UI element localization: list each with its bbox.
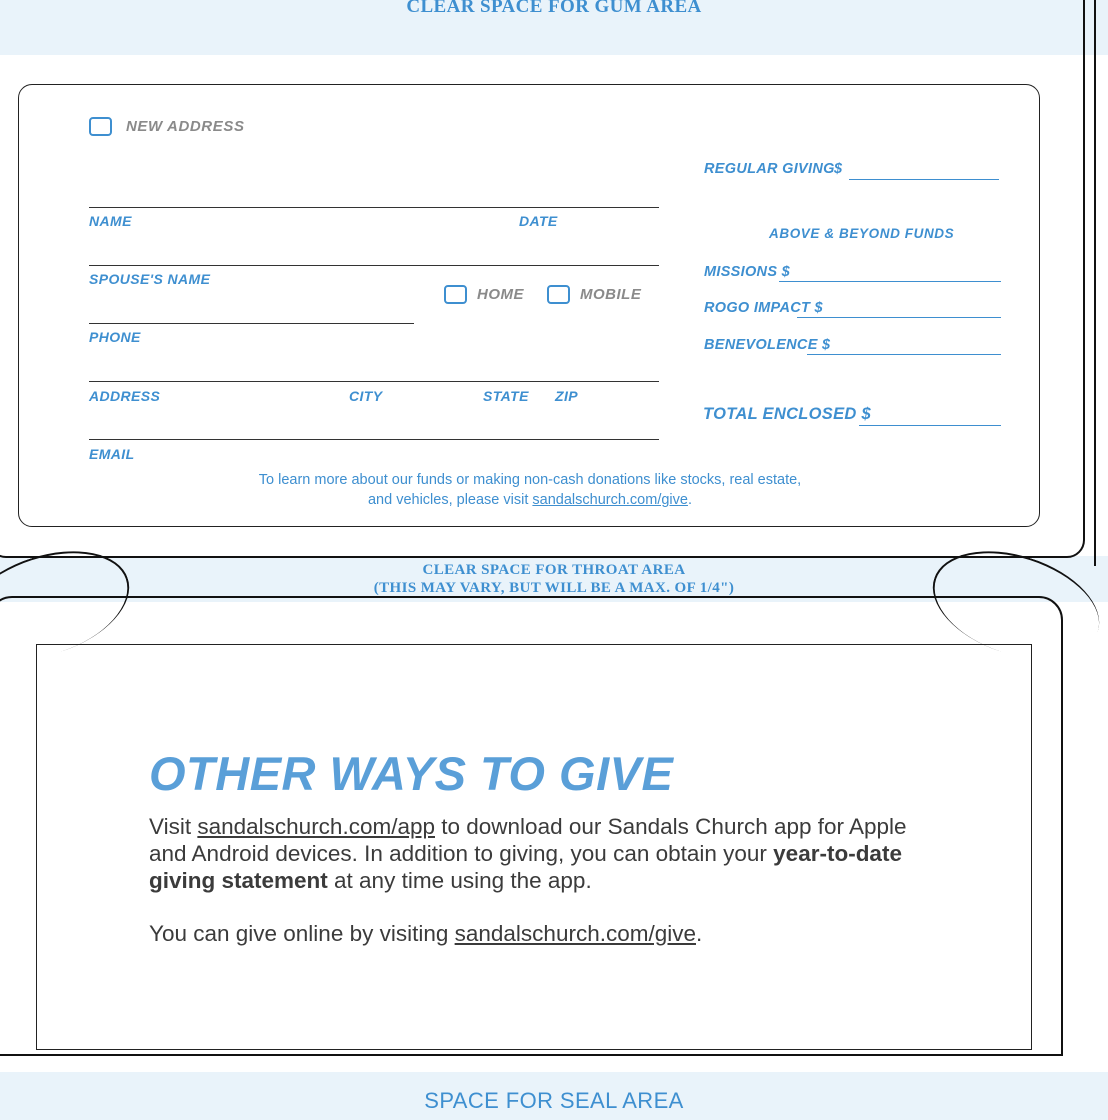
- email-field-line[interactable]: [89, 439, 659, 440]
- new-address-label: NEW ADDRESS: [126, 118, 245, 135]
- footnote-line1: To learn more about our funds or making non-cash donations like stocks, real estate,: [258, 472, 802, 488]
- state-label: STATE: [483, 388, 529, 404]
- city-label: CITY: [349, 388, 383, 404]
- other-ways-card: [36, 644, 1032, 1050]
- other-ways-title: OTHER WAYS TO GIVE: [149, 747, 674, 800]
- missions-label: MISSIONS $: [704, 264, 790, 280]
- para1-text-c: at any time using the app.: [327, 868, 592, 893]
- home-label: HOME: [477, 286, 524, 303]
- benevolence-label: BENEVOLENCE $: [704, 337, 831, 353]
- para1-text-a: Visit: [149, 814, 198, 839]
- give-link-footnote[interactable]: sandalschurch.com/give: [532, 492, 688, 508]
- missions-amount-line[interactable]: [779, 281, 1001, 282]
- new-address-checkbox[interactable]: [89, 117, 112, 136]
- rogo-impact-label: ROGO IMPACT $: [704, 300, 823, 316]
- name-label: NAME: [89, 213, 132, 229]
- phone-type-home[interactable]: [444, 285, 524, 304]
- giving-form-card: [18, 84, 1040, 527]
- throat-area-label-line1: CLEAR SPACE FOR THROAT AREA: [422, 562, 686, 578]
- total-enclosed-amount-line[interactable]: [859, 425, 1001, 426]
- rogo-impact-amount-line[interactable]: [797, 317, 1001, 318]
- above-beyond-header: ABOVE & BEYOND FUNDS: [769, 226, 955, 241]
- seal-area-label: SPACE FOR SEAL AREA: [424, 1088, 684, 1113]
- benevolence-amount-line[interactable]: [807, 354, 1001, 355]
- spouse-name-field-line[interactable]: [89, 265, 659, 266]
- phone-field-line[interactable]: [89, 323, 414, 324]
- total-enclosed-label: TOTAL ENCLOSED $: [703, 405, 871, 423]
- gum-area-label: CLEAR SPACE FOR GUM AREA: [406, 0, 702, 17]
- date-label: DATE: [519, 213, 558, 229]
- home-checkbox[interactable]: [444, 285, 467, 304]
- other-ways-paragraph-2: [149, 920, 949, 947]
- give-link-bottom[interactable]: sandalschurch.com/give: [454, 921, 696, 946]
- phone-label: PHONE: [89, 329, 141, 345]
- zip-label: ZIP: [555, 388, 578, 404]
- footnote-line2-suffix: .: [687, 492, 692, 508]
- regular-giving-label: REGULAR GIVING: [704, 161, 835, 177]
- address-field-line[interactable]: [89, 381, 659, 382]
- new-address-row[interactable]: [89, 117, 245, 136]
- envelope-right-edge: [1094, 0, 1108, 566]
- footnote-line2: [19, 490, 1041, 510]
- name-field-line[interactable]: [89, 207, 659, 208]
- app-link[interactable]: sandalschurch.com/app: [197, 814, 435, 839]
- footnote-line2-prefix: and vehicles, please visit: [367, 492, 533, 508]
- mobile-label: MOBILE: [580, 286, 642, 303]
- para1-bold: year-to-date giving statement: [149, 841, 902, 893]
- email-label: EMAIL: [89, 446, 135, 462]
- para2-text-a: You can give online by visiting: [149, 921, 455, 946]
- mobile-checkbox[interactable]: [547, 285, 570, 304]
- throat-area-label-line2: (THIS MAY VARY, BUT WILL BE A MAX. OF 1/4"): [373, 580, 735, 596]
- phone-type-mobile[interactable]: [547, 285, 641, 304]
- address-label: ADDRESS: [89, 388, 161, 404]
- para1-text-b: to download our Sandals Church app for Apple and Android devices. In addition to giving, you can obtain your: [149, 814, 907, 866]
- other-ways-paragraph-1: [149, 813, 949, 894]
- spouse-name-label: SPOUSE'S NAME: [89, 271, 211, 287]
- regular-giving-currency: $: [834, 161, 843, 177]
- regular-giving-amount-line[interactable]: [849, 179, 999, 180]
- para2-text-b: .: [696, 921, 703, 946]
